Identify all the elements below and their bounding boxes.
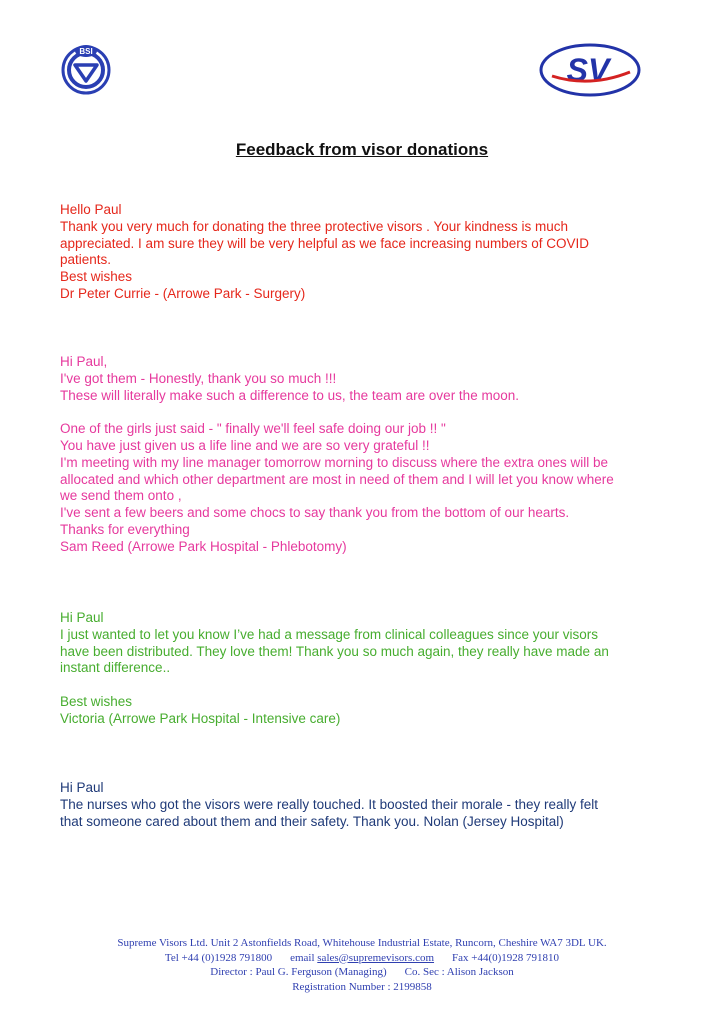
bsi-logo-text: BSI [79, 47, 93, 56]
company-footer [0, 936, 724, 994]
message-line: appreciated. I am sure they will be very helpful as we face increasing numbers of COVID [60, 235, 589, 251]
message-line: have been distributed. They love them! Thank you so much again, they really have made an [60, 643, 609, 659]
footer-co-sec: Co. Sec : Alison Jackson [404, 966, 514, 978]
message-line: I just wanted to let you know I’ve had a message from clinical colleagues since your visors [60, 626, 599, 642]
message-line: I've sent a few beers and some chocs to say thank you from the bottom of our hearts. [60, 505, 570, 521]
message-line: You have just given us a life line and we are so very grateful !! [60, 437, 430, 453]
message-line: Hi Paul, [60, 354, 108, 369]
footer-email-label: email [290, 951, 315, 964]
feedback-message-2 [60, 354, 670, 556]
sv-logo [538, 42, 642, 98]
message-line: Thank you very much for donating the three protective visors . Your kindness is much [60, 218, 569, 234]
footer-officers [0, 965, 724, 980]
message-line: One of the girls just said - " finally we'll feel safe doing our job !! " [60, 421, 446, 437]
message-line: patients. [60, 252, 112, 268]
footer-fax: Fax +44(0)1928 791810 [452, 951, 560, 964]
message-line: Thanks for everything [60, 521, 190, 537]
message-line: Sam Reed (Arrowe Park Hospital - Phlebotomy) [60, 538, 347, 554]
message-line: I'm meeting with my line manager tomorrow morning to discuss where the extra ones will be [60, 454, 609, 470]
message-line: Hi Paul [60, 780, 104, 795]
bsi-logo [58, 40, 114, 96]
message-line: instant difference.. [60, 660, 171, 676]
footer-address: Supreme Visors Ltd. Unit 2 Astonfields Road, Whitehouse Industrial Estate, Runcorn, Cheshire WA7 3DL UK. [117, 937, 607, 949]
message-line: Hello Paul [60, 202, 122, 217]
message-line: Best wishes [60, 693, 133, 709]
footer-email-link[interactable]: sales@supremevisors.com [317, 951, 435, 964]
message-line: These will literally make such a difference to us, the team are over the moon. [60, 387, 519, 403]
footer-contact [0, 951, 724, 966]
message-line: I've got them - Honestly, thank you so much !!! [60, 370, 337, 386]
message-line: Victoria (Arrowe Park Hospital - Intensive care) [60, 710, 341, 726]
sv-logo-text: SV [566, 52, 610, 88]
page-title: Feedback from visor donations [235, 140, 489, 159]
feedback-message-3 [60, 610, 670, 728]
feedback-message-4 [60, 780, 670, 830]
message-line: allocated and which other department are most in need of them and I will let you know where [60, 471, 614, 487]
message-line: Best wishes [60, 269, 133, 285]
message-line: The nurses who got the visors were really touched. It boosted their morale - they really felt [60, 796, 599, 812]
message-line: Hi Paul [60, 610, 104, 625]
message-line: that someone cared about them and their safety. Thank you. Nolan (Jersey Hospital) [60, 813, 564, 829]
message-line: Dr Peter Currie - (Arrowe Park - Surgery) [60, 285, 306, 301]
footer-registration: Registration Number : 2199858 [292, 980, 432, 993]
message-line: we send them onto , [60, 488, 182, 504]
feedback-message-1 [60, 202, 670, 303]
footer-director: Director : Paul G. Ferguson (Managing) [210, 966, 387, 978]
footer-tel: Tel +44 (0)1928 791800 [164, 951, 273, 964]
